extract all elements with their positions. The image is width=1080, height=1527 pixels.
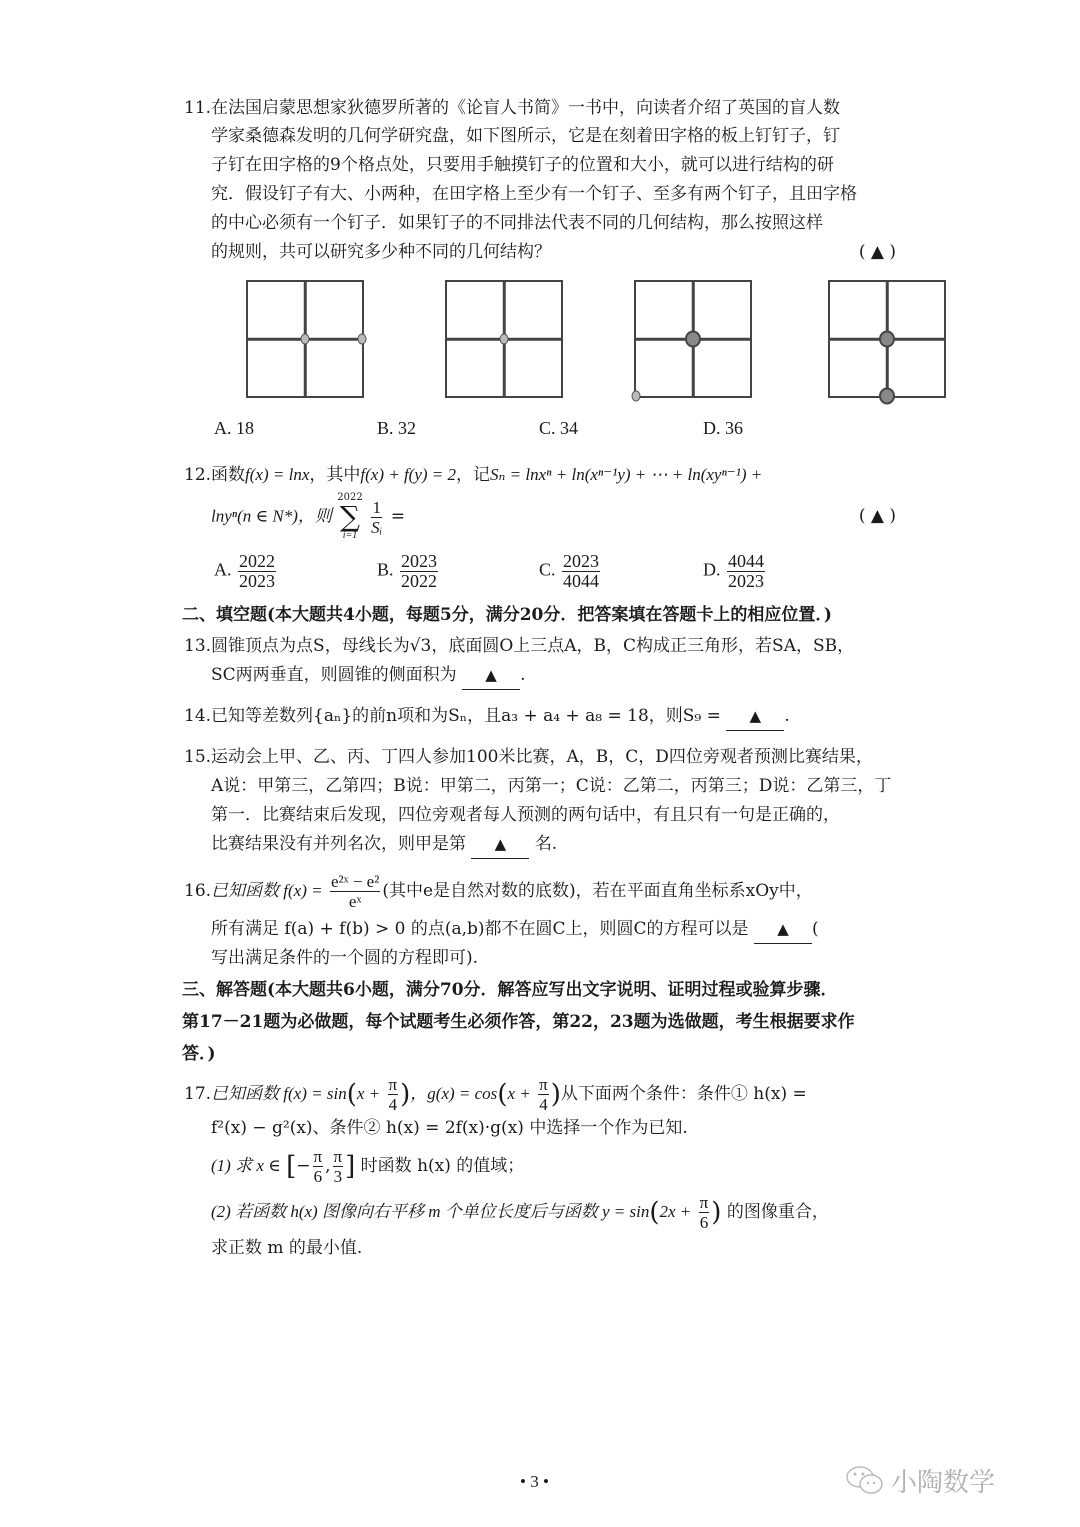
q12-text: lnyⁿ(n ∈ N*)，则 xyxy=(211,506,332,526)
fraction-denominator: 4 xyxy=(388,1095,398,1114)
q12-option-d xyxy=(703,552,767,591)
small-peg-icon xyxy=(632,391,641,402)
q15-line-3: 第一．比赛结束后发现，四位旁观者每人预测的两句话中，有且只有一句是正确的， xyxy=(211,805,840,825)
q12-text: ，记 xyxy=(456,465,491,485)
q12-condition: f(x) + f(y) = 2 xyxy=(360,465,457,484)
q14-number: 14. xyxy=(184,706,212,726)
q15-text-end: 名. xyxy=(534,834,558,854)
q16-text: 所有满足 f(a) + f(b) > 0 的点(a,b)都不在圆C上，则圆C的方程可以是 xyxy=(211,919,749,939)
sigma-icon: ∑ xyxy=(340,500,360,533)
q11-number: 11. xyxy=(184,98,212,118)
fraction-denominator: 4044 xyxy=(563,571,600,591)
q17-line-1 xyxy=(184,1074,807,1115)
option-fraction xyxy=(238,552,276,591)
q11-option-a: A. 18 xyxy=(214,418,254,438)
q15-line-1 xyxy=(184,743,873,771)
pi-over-6-fraction xyxy=(699,1193,710,1232)
right-paren: ) xyxy=(550,1079,561,1110)
q16-line-3: 写出满足条件的一个圆的方程即可). xyxy=(211,948,479,968)
pi-over-4-fraction xyxy=(388,1075,399,1114)
fraction-numerator: π xyxy=(388,1075,398,1094)
q11-line-6: 的规则，共可以研究多少种不同的几何结构？ xyxy=(211,242,551,262)
q17-part2-text: 的图像重合， xyxy=(726,1202,829,1222)
fraction-numerator: e²ˣ − e² xyxy=(331,872,380,891)
sum-lower-limit: i=1 xyxy=(342,530,358,541)
q17-part-1: (1) 求 x ∈ [− $\frac{\pi}{6}$ , $\frac{\pi}{3}$ ] 时函数 h(x) 的值域； xyxy=(211,1147,525,1186)
q13-line-2 xyxy=(211,661,525,690)
q11-line-1 xyxy=(184,94,840,122)
q14-line-1 xyxy=(184,702,790,731)
q12-option-c xyxy=(539,552,602,591)
q12-answer-mark: ( ▲ ) xyxy=(858,506,896,526)
q12-line-2 xyxy=(211,492,405,542)
right-bracket: ] xyxy=(345,1151,356,1182)
large-peg-icon xyxy=(879,331,895,348)
q16-line-2 xyxy=(211,915,819,944)
section-3-heading-line-1: 三、解答题(本大题共6小题，满分70分．解答应写出文字说明、证明过程或验算步骤． xyxy=(182,980,838,1000)
q16-line-1 xyxy=(184,872,813,911)
q11-line-4: 究．假设钉子有大、小两种，在田字格上至少有一个钉子、至多有两个钉子，且田字格 xyxy=(211,184,857,204)
large-peg-icon xyxy=(685,331,701,348)
q16-number: 16. xyxy=(184,881,212,901)
fraction-denominator: 2022 xyxy=(401,571,438,591)
q11-option-b: B. 32 xyxy=(377,418,417,438)
fraction-denominator: eˣ xyxy=(348,892,362,911)
q17-part2-arg: 2x + xyxy=(659,1202,692,1221)
section-3-heading-line-2: 第17－21题为必做题，每个试题考生必须作答，第22，23题为选做题，考生根据要求作 xyxy=(182,1012,855,1032)
q17-f-def: 已知函数 f(x) = sin xyxy=(211,1084,347,1103)
wechat-icon xyxy=(845,1464,885,1498)
q17-part2-text: (2) 若函数 h(x) 图像向右平移 m 个单位长度后与函数 y = sin xyxy=(211,1202,650,1221)
q15-text: 比赛结果没有并列名次，则甲是第 xyxy=(211,834,466,854)
left-paren: ( xyxy=(346,1079,357,1110)
fraction-numerator: 4044 xyxy=(728,551,764,571)
summation xyxy=(337,492,362,542)
right-paren: ) xyxy=(400,1079,411,1110)
q17-part-2-line-2: 求正数 m 的最小值. xyxy=(211,1238,363,1258)
q14-period: . xyxy=(784,706,790,726)
left-paren: ( xyxy=(649,1197,660,1228)
q15-text: 运动会上甲、乙、丙、丁四人参加100米比赛，A，B，C，D四位旁观者预测比赛结果， xyxy=(211,747,873,767)
watermark-text: 小陶数学 xyxy=(891,1468,996,1498)
q11-text: 在法国启蒙思想家狄德罗所著的《论盲人书简》一书中，向读者介绍了英国的盲人数 xyxy=(211,98,841,118)
q17-arg: x + xyxy=(507,1084,531,1103)
q12-text: 函数 xyxy=(211,465,246,485)
peg-board-figure-3 xyxy=(634,280,752,398)
q12-option-a xyxy=(214,552,278,591)
watermark xyxy=(845,1462,995,1499)
fraction-denominator: 4 xyxy=(539,1095,548,1114)
small-peg-icon xyxy=(500,334,509,345)
q11-option-d: D. 36 xyxy=(703,418,743,438)
q12-sn-formula: Sₙ = lnxⁿ + ln(xⁿ⁻¹y) + ⋯ + ln(xyⁿ⁻¹) + xyxy=(490,465,763,484)
q11-line-3: 子钉在田字格的9个格点处，只要用手触摸钉子的位置和大小，就可以进行结构的研 xyxy=(211,155,834,175)
q16-answer-blank[interactable]: ▲ xyxy=(754,915,812,944)
q16-function: 已知函数 f(x) = xyxy=(211,881,323,900)
q15-answer-blank[interactable]: ▲ xyxy=(471,830,529,859)
option-fraction xyxy=(400,552,438,591)
q15-line-4 xyxy=(211,830,557,859)
fraction-denominator: 2023 xyxy=(239,571,275,591)
fraction-numerator: 2022 xyxy=(239,551,275,571)
sum-term-fraction xyxy=(370,498,383,537)
right-paren: ) xyxy=(711,1197,722,1228)
fraction-numerator: 1 xyxy=(372,497,381,517)
option-label: B. xyxy=(377,559,394,580)
option-fraction xyxy=(727,552,765,591)
small-peg-icon xyxy=(358,334,367,345)
peg-board-figure-2 xyxy=(445,280,563,398)
left-bracket: [ xyxy=(286,1151,297,1182)
q13-text: 圆锥顶点为点S，母线长为√3，底面圆O上三点A，B，C构成正三角形，若SA，SB， xyxy=(211,636,855,656)
q13-number: 13. xyxy=(184,636,212,656)
q12-function: f(x) = lnx xyxy=(245,465,310,484)
fraction-numerator: π xyxy=(333,1147,343,1166)
section-3-heading-line-3: 答．) xyxy=(182,1044,216,1064)
q13-text: SC两两垂直，则圆锥的侧面积为 xyxy=(211,665,457,685)
option-label: D. xyxy=(703,559,721,580)
q13-period: . xyxy=(520,665,526,685)
fraction-numerator: 2023 xyxy=(401,551,438,571)
fraction-numerator: 2023 xyxy=(563,551,600,571)
large-peg-icon xyxy=(879,388,895,405)
option-label: A. xyxy=(214,559,232,580)
fraction-numerator: π xyxy=(699,1193,709,1212)
section-2-heading: 二、填空题(本大题共4小题，每题5分，满分20分．把答案填在答题卡上的相应位置．) xyxy=(182,605,832,625)
small-peg-icon xyxy=(301,334,310,345)
q15-number: 15. xyxy=(184,747,212,767)
q17-part1-text: 时函数 h(x) 的值域； xyxy=(360,1156,525,1176)
q17-text: 从下面两个条件：条件① h(x) = xyxy=(560,1084,807,1104)
q11-line-2: 学家桑德森发明的几何学研究盘，如下图所示，它是在刻着田字格的板上钉钉子，钉 xyxy=(211,126,840,146)
peg-board-figure-1 xyxy=(246,280,364,398)
fraction-denominator: 6 xyxy=(699,1213,709,1232)
q12-number: 12. xyxy=(184,465,212,485)
q11-option-c: C. 34 xyxy=(539,418,579,438)
pi-over-4-fraction xyxy=(538,1075,549,1114)
fraction-denominator: Sᵢ xyxy=(371,517,383,537)
left-paren: ( xyxy=(497,1079,508,1110)
q15-line-2: A说：甲第三，乙第四；B说：甲第二，丙第一；C说：乙第二，丙第三；D说：乙第三，丁 xyxy=(211,776,892,796)
equals-sign: = xyxy=(390,506,405,527)
fraction-denominator: 2023 xyxy=(728,571,764,591)
fraction-numerator: π xyxy=(313,1147,323,1166)
q13-line-1 xyxy=(184,632,854,660)
option-label: C. xyxy=(539,559,556,580)
q17-g-def: ，g(x) = cos xyxy=(410,1084,498,1103)
fraction-numerator: π xyxy=(539,1075,548,1094)
page-number: • 3 • xyxy=(520,1472,549,1491)
q12-text: ，其中 xyxy=(309,465,361,485)
q12-line-1 xyxy=(184,461,762,489)
pi-over-3-fraction xyxy=(333,1147,344,1186)
q17-number: 17. xyxy=(184,1084,212,1104)
q14-answer-blank[interactable]: ▲ xyxy=(726,702,784,731)
q12-option-b xyxy=(377,552,440,591)
q17-line-2: f²(x) − g²(x)、条件② h(x) = 2f(x)·g(x) 中选择一个作为已知. xyxy=(211,1118,688,1138)
pi-over-6-fraction xyxy=(313,1147,324,1186)
fraction-denominator: 3 xyxy=(333,1167,343,1186)
q17-part1-text: (1) 求 x ∈ xyxy=(211,1156,281,1175)
fraction-denominator: 6 xyxy=(313,1167,323,1186)
peg-board-figure-4 xyxy=(828,280,946,398)
q16-paren: ( xyxy=(811,919,819,939)
q17-part-2 xyxy=(211,1192,829,1233)
q11-answer-mark: ( ▲ ) xyxy=(858,242,896,262)
option-fraction xyxy=(562,552,600,591)
q16-fraction xyxy=(330,872,380,911)
q11-line-5: 的中心必须有一个钉子．如果钉子的不同排法代表不同的几何结构，那么按照这样 xyxy=(211,213,823,233)
q17-arg: x + xyxy=(356,1084,381,1103)
q16-text: (其中e是自然对数的底数)，若在平面直角坐标系xOy中， xyxy=(382,881,813,901)
q14-text: 已知等差数列{aₙ}的前n项和为Sₙ，且a₃ + a₄ + a₈ = 18，则S₉ = xyxy=(211,706,721,726)
q13-answer-blank[interactable]: ▲ xyxy=(462,661,520,690)
sum-upper-limit: 2022 xyxy=(337,492,363,503)
